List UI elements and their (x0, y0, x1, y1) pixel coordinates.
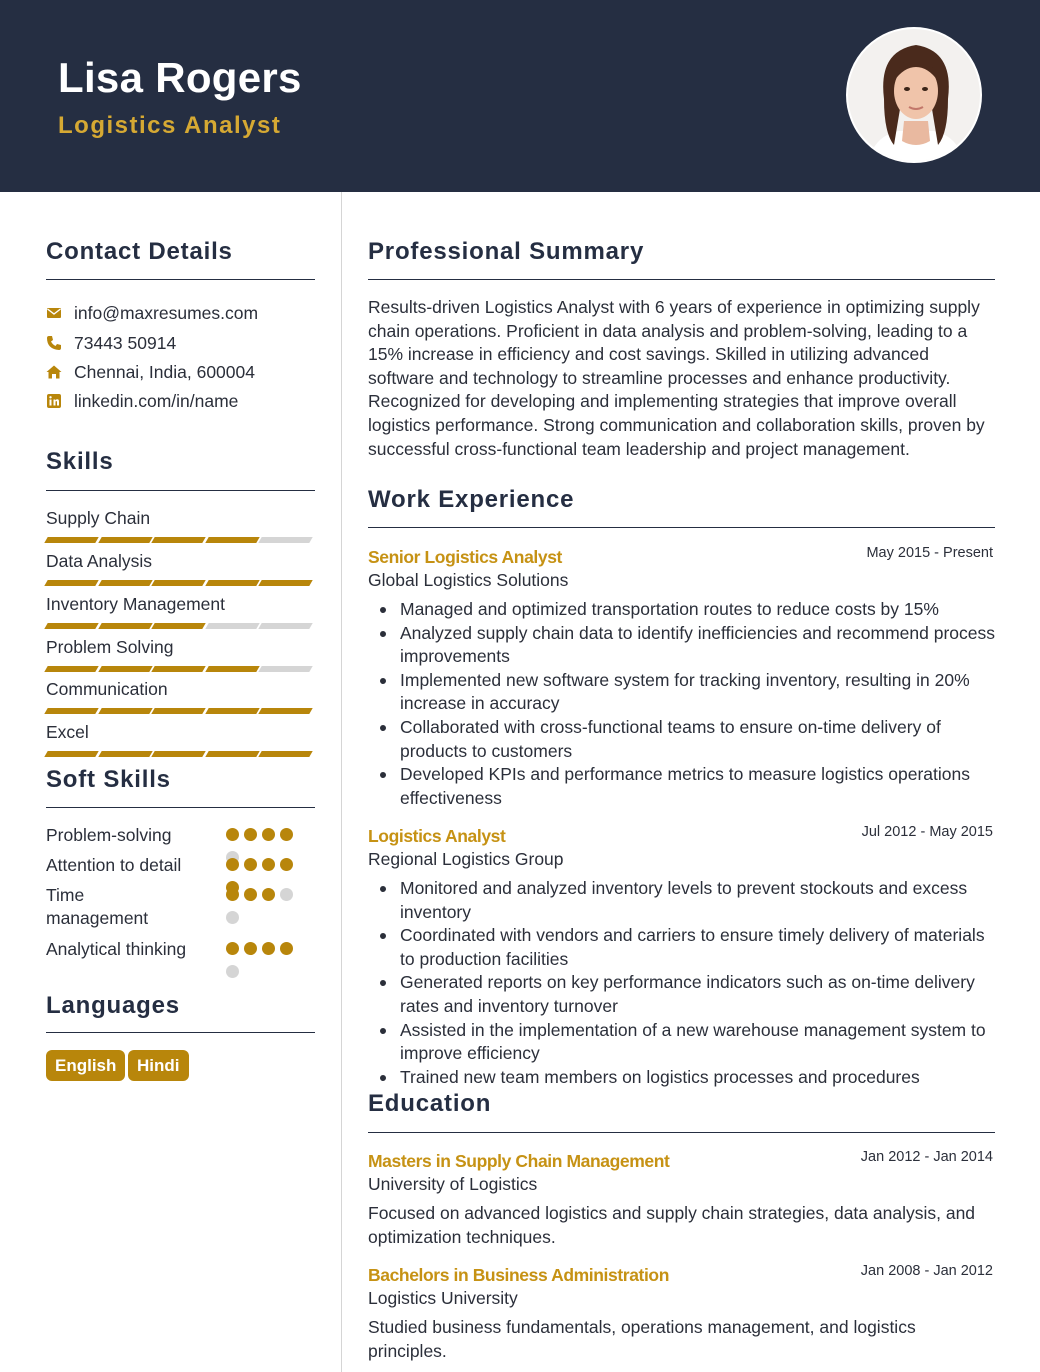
contact-email[interactable] (46, 301, 258, 325)
education-school: Logistics University (368, 1288, 518, 1308)
rating-dot-filled (280, 858, 293, 871)
experience-rule (368, 527, 995, 528)
summary-heading: Professional Summary (368, 238, 645, 265)
soft-skill-name: Problem-solving (46, 825, 172, 845)
skill-segment-filled (151, 708, 205, 714)
rating-dot-filled (226, 888, 239, 901)
resume-header (0, 0, 1040, 192)
job-bullet: Analyzed supply chain data to identify inefficiencies and recommend process improvements (400, 622, 996, 669)
rating-dot-filled (244, 858, 257, 871)
skill-segment-filled (258, 708, 312, 714)
contact-email-text: info@maxresumes.com (74, 302, 259, 323)
rating-dot-filled (244, 942, 257, 955)
skill-name: Problem Solving (46, 637, 174, 657)
skill-segment-filled (205, 751, 259, 757)
job-bullet: Assisted in the implementation of a new warehouse management system to improve efficiency (400, 1019, 996, 1066)
skill-segment-filled (151, 537, 205, 543)
skill-segment-filled (258, 751, 312, 757)
job-bullet: Managed and optimized transportation routes to reduce costs by 15% (400, 598, 996, 622)
education-description: Studied business fundamentals, operations management, and logistics principles. (368, 1317, 916, 1361)
skill-segment-filled (98, 708, 152, 714)
job-title: Logistics Analyst (368, 826, 506, 846)
summary-text: Results-driven Logistics Analyst with 6 years of experience in optimizing supply chain operations. Proficient in data analysis and problem-solving, leading to a 15% increase in efficiency and cost savings. Skilled in utilizing advanced software and technology to streamline processes and enhance productivity. Recognized for developing and implementing strategies that improve overall logistics performance. Strong communication and collaboration skills, proven by successful cross-functional team leadership and project management. (368, 297, 985, 459)
skill-name: Supply Chain (46, 508, 151, 528)
envelope-icon (46, 305, 62, 321)
contact-linkedin[interactable] (46, 389, 238, 413)
skill-segment-filled (98, 751, 152, 757)
skill-segment-empty (258, 666, 312, 672)
skill-segment-filled (44, 580, 98, 586)
skill-name: Data Analysis (46, 551, 153, 571)
skill-segment-filled (44, 708, 98, 714)
skill-name: Inventory Management (46, 594, 225, 614)
job-dates: May 2015 - Present (866, 545, 993, 561)
contact-phone-text: 73443 50914 (74, 332, 177, 353)
skill-level-bar (46, 708, 314, 714)
candidate-name: Lisa Rogers (58, 54, 302, 101)
skill-level-bar (46, 580, 314, 586)
skill-name: Excel (46, 722, 89, 742)
skill-segment-filled (98, 623, 152, 629)
skill-level-bar (46, 623, 314, 629)
skill-segment-filled (151, 623, 205, 629)
soft-skill-rating (226, 942, 298, 988)
skill-segment-filled (205, 708, 259, 714)
language-badge: English (46, 1050, 125, 1081)
job-dates: Jul 2012 - May 2015 (861, 824, 993, 840)
education-dates: Jan 2012 - Jan 2014 (860, 1149, 993, 1165)
linkedin-icon (46, 393, 62, 409)
skills-rule (46, 490, 315, 491)
job-bullet: Developed KPIs and performance metrics to measure logistics operations effectiveness (400, 763, 996, 810)
rating-dot-empty (280, 888, 293, 901)
skills-heading: Skills (46, 448, 114, 475)
soft-skills-rule (46, 807, 315, 808)
education-degree: Bachelors in Business Administration (368, 1265, 669, 1285)
skill-segment-filled (98, 580, 152, 586)
contact-address (46, 360, 255, 384)
job-bullet: Implemented new software system for tracking inventory, resulting in 20% increase in accuracy (400, 669, 996, 716)
profile-photo (846, 27, 982, 163)
soft-skill-name: Time management (46, 885, 149, 928)
contact-address-text: Chennai, India, 600004 (74, 361, 255, 382)
skill-segment-filled (98, 666, 152, 672)
column-divider (341, 192, 342, 1372)
job-bullet: Monitored and analyzed inventory levels to prevent stockouts and excess inventory (400, 877, 996, 924)
skill-name: Communication (46, 679, 168, 699)
skill-segment-filled (44, 751, 98, 757)
job-bullet: Generated reports on key performance indicators such as on-time delivery rates and inventory turnover (400, 971, 996, 1018)
experience-heading: Work Experience (368, 486, 575, 513)
education-degree: Masters in Supply Chain Management (368, 1151, 670, 1171)
skill-segment-filled (205, 537, 259, 543)
skill-segment-filled (205, 580, 259, 586)
skill-segment-filled (44, 623, 98, 629)
education-rule (368, 1132, 995, 1133)
education-heading: Education (368, 1090, 492, 1117)
rating-dot-filled (244, 828, 257, 841)
soft-skill-name: Analytical thinking (46, 939, 187, 959)
skill-segment-filled (98, 537, 152, 543)
rating-dot-filled (226, 942, 239, 955)
skill-level-bar (46, 751, 314, 757)
contact-phone[interactable] (46, 331, 176, 355)
education-dates: Jan 2008 - Jan 2012 (860, 1263, 993, 1279)
soft-skills-heading: Soft Skills (46, 766, 171, 793)
languages-rule (46, 1032, 315, 1033)
rating-dot-filled (244, 888, 257, 901)
rating-dot-filled (226, 858, 239, 871)
job-bullet: Collaborated with cross-functional teams to ensure on-time delivery of products to customers (400, 716, 996, 763)
job-organization: Regional Logistics Group (368, 849, 564, 869)
skill-segment-filled (258, 580, 312, 586)
rating-dot-empty (226, 911, 239, 924)
rating-dot-filled (226, 828, 239, 841)
job-bullets (400, 598, 996, 810)
contact-linkedin-text: linkedin.com/in/name (74, 390, 239, 411)
rating-dot-filled (262, 858, 275, 871)
rating-dot-empty (226, 965, 239, 978)
skill-segment-filled (151, 580, 205, 586)
language-badge: Hindi (128, 1050, 189, 1081)
phone-icon (46, 335, 62, 351)
skill-level-bar (46, 537, 314, 543)
rating-dot-filled (262, 828, 275, 841)
skill-segment-filled (151, 751, 205, 757)
home-icon (46, 364, 62, 380)
skill-segment-filled (205, 666, 259, 672)
education-school: University of Logistics (368, 1174, 538, 1194)
education-description: Focused on advanced logistics and supply chain strategies, data analysis, and optimization techniques. (368, 1203, 976, 1247)
rating-dot-filled (262, 942, 275, 955)
skill-segment-empty (258, 623, 312, 629)
rating-dot-filled (280, 828, 293, 841)
job-bullet: Coordinated with vendors and carriers to ensure timely delivery of materials to production facilities (400, 924, 996, 971)
soft-skill-name: Attention to detail (46, 855, 182, 875)
job-bullet: Trained new team members on logistics processes and procedures (400, 1066, 996, 1090)
skill-segment-empty (258, 537, 312, 543)
skill-segment-filled (151, 666, 205, 672)
contact-heading: Contact Details (46, 238, 233, 265)
rating-dot-filled (262, 888, 275, 901)
skill-segment-filled (44, 537, 98, 543)
rating-dot-filled (280, 942, 293, 955)
job-organization: Global Logistics Solutions (368, 570, 569, 590)
skill-segment-filled (44, 666, 98, 672)
job-title: Senior Logistics Analyst (368, 547, 562, 567)
soft-skill-rating (226, 888, 298, 934)
summary-rule (368, 279, 995, 280)
languages-heading: Languages (46, 992, 180, 1019)
candidate-title: Logistics Analyst (58, 112, 282, 139)
skill-level-bar (46, 666, 314, 672)
contact-rule (46, 279, 315, 280)
skill-segment-empty (205, 623, 259, 629)
job-bullets (400, 877, 996, 1089)
